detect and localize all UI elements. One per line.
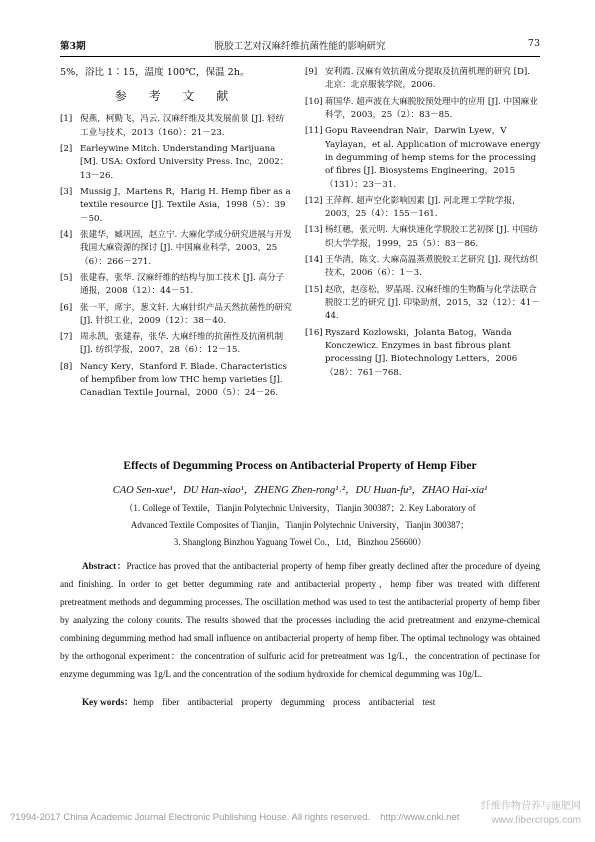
reference-number: [6] [60, 302, 73, 313]
copyright-text: ?1994-2017 China Academic Journal Electronic Publishing House. All rights reserved. [10, 812, 371, 823]
reference-item [60, 186, 292, 226]
abstract-text: Practice has proved that the antibacterial property of hemp fiber greatly declined after the procedure of dyeing and finishing. In order to get better degumming rate and antibacterial property，hemp fiber was treated with different pretreatment methods and degumming processes. The oscillation method was used to test the antibacterial property of hemp fiber by analyzing the colony counts. The results showed that the processes including the acid pretreatment and enzyme-chemical combining degumming method had small influence on antibacterial property of hemp fiber. The optimal technology was obtained by the orthogonal experiment：the concentration of sulfuric acid for pretreatment was 1g/L，the concentration of pectinase for enzyme degumming was 1g/L and the concentration of the sodium hydroxide for chemical degumming was 10g/L. [60, 561, 540, 679]
issue-number: 第3期 [60, 41, 86, 52]
english-title: Effects of Degumming Process on Antibacterial Property of Hemp Fiber [123, 460, 477, 472]
watermark-line: 纤维作物营养与施肥网 [481, 801, 581, 812]
reference-text: 周永凯，张建春，张华. 大麻纤维的抗菌性及抗菌机制 [J]. 纺织学报，2007，28（6）：12－15. [80, 332, 284, 356]
reference-number: [2] [60, 144, 73, 155]
reference-number: [11] [305, 126, 323, 137]
english-affiliations [60, 500, 540, 551]
reference-list-right [305, 66, 541, 380]
affiliation-line: 3. Shanglong Binzhou Yaguang Towel Co.，Ltd，Binzhou 256600） [173, 537, 427, 548]
english-abstract [60, 558, 540, 684]
references-heading: 参 考 文 献 [114, 88, 238, 103]
reference-number: [4] [60, 229, 73, 240]
keywords-label: Key words： [82, 697, 134, 707]
english-authors: CAO Sen-xue¹，DU Han-xiao¹，ZHENG Zhen-rong¹˒²，DU Huan-fu³，ZHAO Hai-xia¹ [112, 485, 488, 496]
continued-text: 5%，浴比 1∶15，温度 100℃，保温 2h。 [60, 67, 250, 78]
reference-number: [12] [305, 195, 323, 206]
running-title: 脱胶工艺对汉麻纤维抗菌性能的影响研究 [214, 41, 386, 52]
reference-item [305, 125, 541, 192]
reference-text: 杨红穗，张元明. 大麻快速化学脱胶工艺初探 [J]. 中国纺织大学学报，1999，25（5）：83－86. [325, 225, 538, 249]
reference-item [305, 284, 541, 324]
reference-text: 赵欣，赵彦松，罗晶瑶. 汉麻纤维的生物酶与化学法联合脱胶工艺的研究 [J]. 印染助剂，2015，32（12）：41－44. [325, 284, 540, 322]
reference-list-left [60, 113, 292, 400]
reference-text: 王萍辉. 超声空化影响因素 [J]. 河北理工学院学报，2003，25（4）：155－161. [325, 195, 521, 220]
reference-text: 张建华，臧巩固，赵立宁. 大麻化学成分研究进展与开发我国大麻资源的探讨 [J]. 中国麻业科学，2003，25（6）：266－271. [80, 229, 292, 267]
reference-text: 安利霞. 汉麻有效抗菌成分提取及抗菌机理的研究 [D]. 北京：北京服装学院，2006. [325, 67, 530, 91]
reference-item [305, 195, 541, 222]
reference-text: Gopu Raveendran Nair，Darwin Lyew，V Yaylayan，et al. Application of microwave energy in degumming of hemp stems for the processing of fibres [J]. Biosystems Engineering，2015（131）：23－31. [325, 126, 541, 190]
keywords-text: hemp fiber antibacterial property degumming process antibacterial test [133, 697, 436, 707]
watermark [481, 800, 581, 827]
reference-number: [7] [60, 332, 73, 343]
abstract-label: Abstract： [82, 561, 127, 571]
reference-text: Mussig J，Martens R，Harig H. Hemp fiber as a textile resource [J]. Textile Asia，1998（5）：39－50. [80, 187, 291, 224]
reference-text: 王华清，陈文. 大麻高温蒸煮脱胶工艺研究 [J]. 现代纺织技术，2006（6）：1－3. [325, 255, 538, 279]
reference-text: 倪燕，柯勤飞，冯云. 汉麻纤维及其发展前景 [J]. 轻纺工业与技术，2013（160）：21－23. [80, 114, 285, 138]
reference-text: 张建春，张华. 汉麻纤维的结构与加工技术 [J]. 高分子通报，2008（12）：44－51. [80, 272, 285, 297]
reference-item [60, 113, 292, 140]
reference-text: Earleywine Mitch. Understanding Marijuana [M]. USA: Oxford University Press. Inc，2002：13－26. [80, 144, 289, 181]
reference-number: [3] [60, 187, 73, 198]
right-column [305, 66, 541, 383]
reference-text: 蒋国华. 超声波在大麻脱胶预处理中的应用 [J]. 中国麻业科学，2003，25（2）：83－85. [325, 96, 538, 120]
reference-item [305, 224, 541, 251]
page-number: 73 [527, 38, 540, 49]
header-rule [60, 56, 540, 57]
reference-number: [1] [60, 114, 73, 125]
reference-item [305, 327, 541, 380]
reference-item [60, 143, 292, 183]
left-column [60, 66, 292, 404]
reference-number: [9] [305, 67, 318, 77]
affiliation-line: （1. College of Textile，Tianjin Polytechnic University，Tianjin 300387；2. Key Laboratory of [124, 503, 476, 513]
reference-item [60, 229, 292, 269]
reference-item [60, 331, 292, 358]
reference-number: [13] [305, 225, 323, 236]
english-keywords [82, 694, 540, 708]
reference-number: [15] [305, 284, 323, 295]
reference-text: Nancy Kery，Stanford F. Blade. Characteristics of hempfiber from low THC hemp varieties [J]. Canadian Textile Journal，2000（5）：24－26. [80, 361, 287, 399]
affiliation-line: Advanced Textile Composites of Tianjin，Tianjin Polytechnic University，Tianjin 300387； [130, 520, 470, 531]
reference-number: [5] [60, 272, 73, 283]
reference-text: 张一平，席宇，葱文轩. 大麻针织产品天然抗菌性的研究 [J]. 针织工业，2009（12）：38－40. [80, 302, 292, 326]
reference-text: Ryszard Kozlowski，Jolanta Batog，Wanda Konczewicz. Enzymes in bast fibrous plant processing [J]. Biotechnology Letters，2006（28）：761－768. [325, 327, 518, 378]
footer-url[interactable]: http://www.cnki.net [380, 812, 460, 823]
reference-item [305, 66, 541, 93]
reference-number: [10] [305, 96, 323, 107]
reference-item [305, 96, 541, 123]
reference-item [305, 254, 541, 281]
reference-number: [16] [305, 327, 323, 338]
reference-item [60, 302, 292, 329]
reference-item [60, 361, 292, 401]
running-header [60, 38, 540, 54]
reference-number: [14] [305, 255, 323, 266]
reference-number: [8] [60, 361, 73, 372]
watermark-line: www.fibercrops.com [491, 814, 581, 826]
reference-item [60, 272, 292, 299]
